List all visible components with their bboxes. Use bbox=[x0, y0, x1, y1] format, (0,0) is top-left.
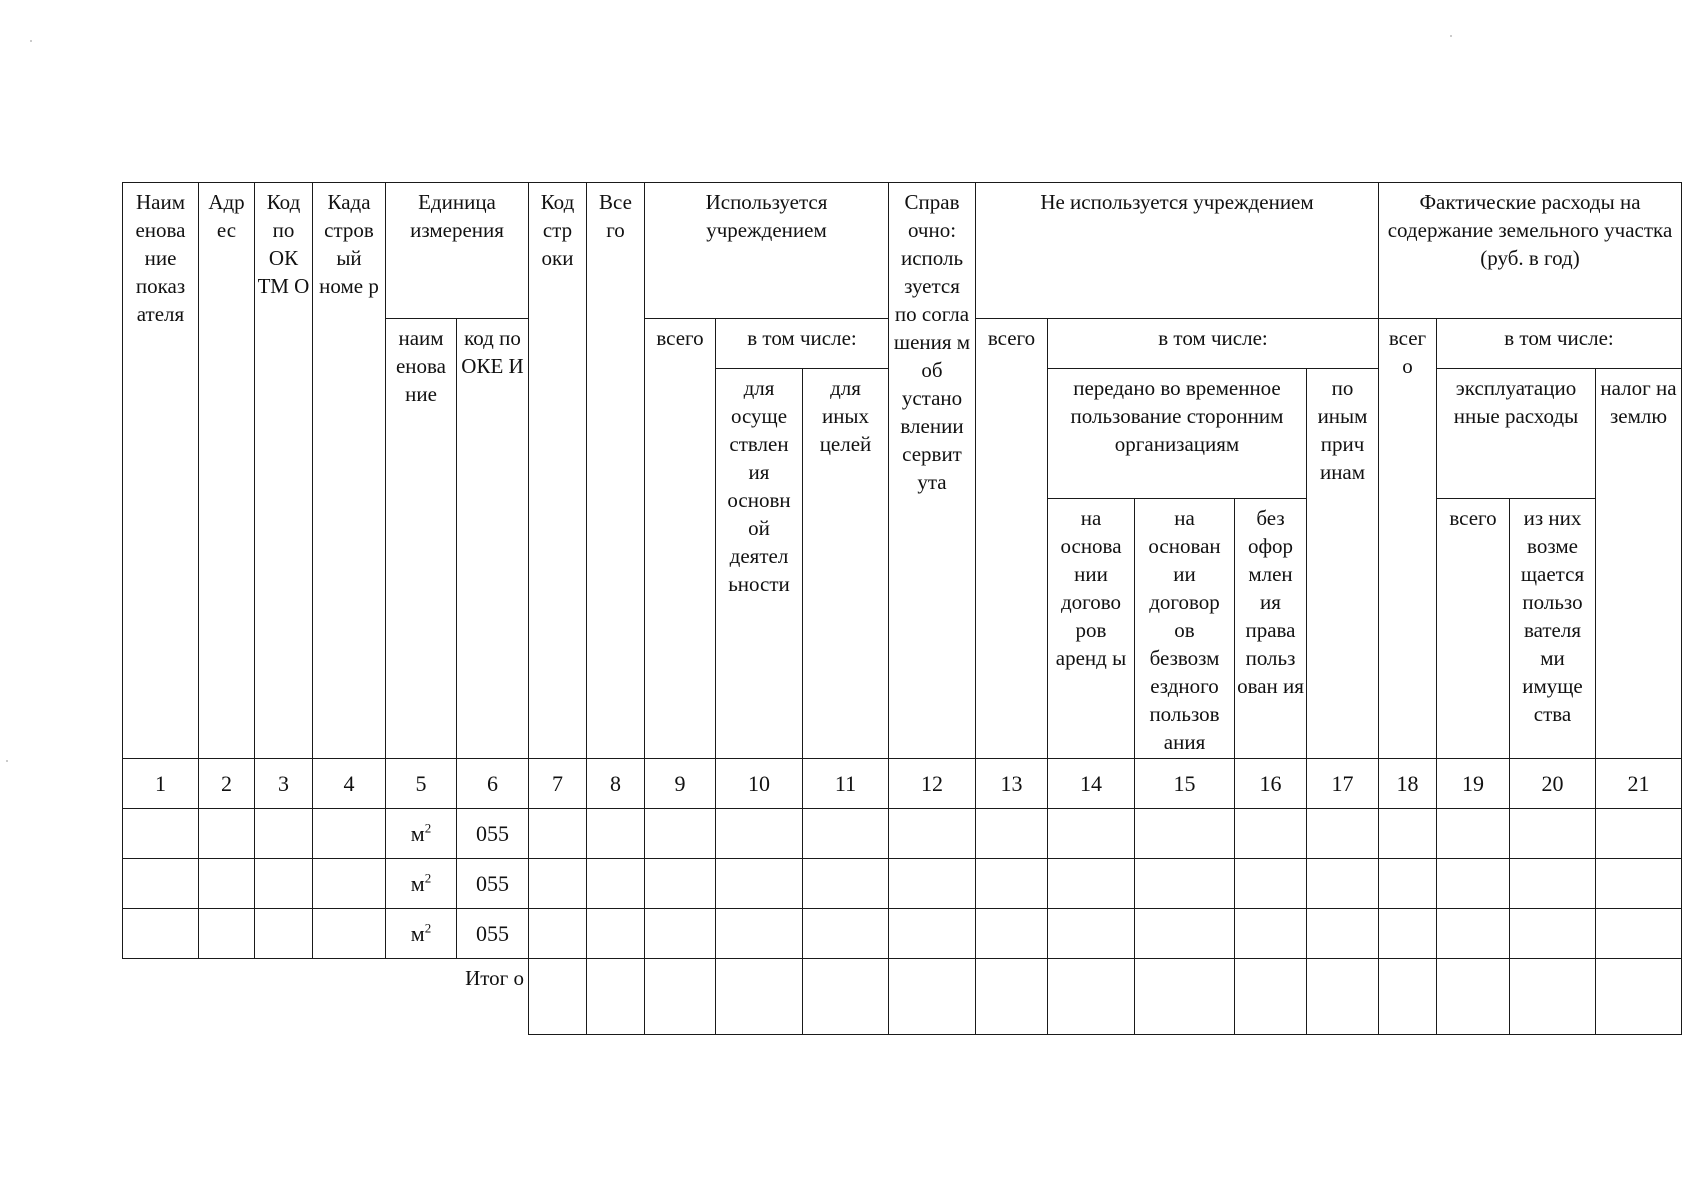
okei-code-cell: 055 bbox=[457, 809, 529, 859]
column-number: 9 bbox=[645, 759, 716, 809]
table-cell bbox=[587, 909, 645, 959]
unit-cell bbox=[386, 809, 457, 859]
table-cell bbox=[1510, 809, 1596, 859]
header-oktmo-code: Код по ОК ТМ О bbox=[255, 183, 313, 759]
table-cell bbox=[313, 859, 386, 909]
header-total: Все го bbox=[587, 183, 645, 759]
table-cell bbox=[1596, 859, 1682, 909]
table-cell bbox=[313, 809, 386, 859]
table-cell bbox=[976, 809, 1048, 859]
table-cell bbox=[1235, 909, 1307, 959]
column-number: 13 bbox=[976, 759, 1048, 809]
header-used-including: в том числе: bbox=[716, 319, 889, 369]
total-row bbox=[123, 959, 1682, 1035]
okei-code-cell: 055 bbox=[457, 909, 529, 959]
header-other-reasons: по иным прич инам bbox=[1307, 369, 1379, 759]
header-indicator-name: Наим енова ние показ ателя bbox=[123, 183, 199, 759]
header-operating-total: всего bbox=[1437, 499, 1510, 759]
table-cell bbox=[889, 859, 976, 909]
table-cell bbox=[716, 909, 803, 959]
table-cell bbox=[1437, 909, 1510, 959]
header-no-formal-right: без офор млен ия права польз ован ия bbox=[1235, 499, 1307, 759]
table-cell bbox=[587, 809, 645, 859]
table-cell bbox=[1235, 859, 1307, 909]
header-row-code: Код стр оки bbox=[529, 183, 587, 759]
table-cell bbox=[1235, 959, 1307, 1035]
header-not-used-total: всего bbox=[976, 319, 1048, 759]
header-address: Адр ес bbox=[199, 183, 255, 759]
table-cell bbox=[1379, 909, 1437, 959]
table-cell bbox=[803, 859, 889, 909]
header-not-used-including: в том числе: bbox=[1048, 319, 1379, 369]
table-cell bbox=[1307, 859, 1379, 909]
table-cell bbox=[255, 859, 313, 909]
table-cell bbox=[199, 809, 255, 859]
table-cell bbox=[1510, 959, 1596, 1035]
column-number: 5 bbox=[386, 759, 457, 809]
table-cell bbox=[976, 909, 1048, 959]
column-number: 14 bbox=[1048, 759, 1135, 809]
table-cell bbox=[889, 909, 976, 959]
table-row bbox=[123, 909, 1682, 959]
table-cell bbox=[889, 959, 976, 1035]
table-cell bbox=[1048, 909, 1135, 959]
table-cell bbox=[645, 909, 716, 959]
column-number: 20 bbox=[1510, 759, 1596, 809]
header-okei-code: код по ОКЕ И bbox=[457, 319, 529, 759]
column-number: 15 bbox=[1135, 759, 1235, 809]
column-number: 17 bbox=[1307, 759, 1379, 809]
column-number: 7 bbox=[529, 759, 587, 809]
table-cell bbox=[1135, 859, 1235, 909]
total-label: Итог о bbox=[457, 959, 529, 1035]
table-row bbox=[123, 859, 1682, 909]
table-cell bbox=[255, 909, 313, 959]
header-transferred: передано во временное пользование сторонним организациям bbox=[1048, 369, 1307, 499]
scan-speck bbox=[1450, 35, 1452, 37]
table-cell bbox=[123, 909, 199, 959]
column-number-row bbox=[123, 759, 1682, 809]
column-number: 10 bbox=[716, 759, 803, 809]
table-cell bbox=[1437, 859, 1510, 909]
header-expenses-total: всег о bbox=[1379, 319, 1437, 759]
table-cell bbox=[1048, 859, 1135, 909]
column-number: 12 bbox=[889, 759, 976, 809]
header-used-by-institution: Используется учреждением bbox=[645, 183, 889, 319]
header-used-total: всего bbox=[645, 319, 716, 759]
unit-label: м bbox=[410, 870, 425, 896]
unit-superscript: 2 bbox=[424, 820, 432, 836]
table-cell bbox=[123, 859, 199, 909]
header-free-use: на основан ии договор ов безвозм ездного пользов ания bbox=[1135, 499, 1235, 759]
column-number: 19 bbox=[1437, 759, 1510, 809]
table-cell bbox=[313, 909, 386, 959]
header-not-used: Не используется учреждением bbox=[976, 183, 1379, 319]
table-cell bbox=[1437, 809, 1510, 859]
table-cell bbox=[716, 859, 803, 909]
header-main-activity: для осуще ствлен ия основн ой деятел ьности bbox=[716, 369, 803, 759]
header-land-tax: налог на землю bbox=[1596, 369, 1682, 759]
table-row bbox=[123, 809, 1682, 859]
table-cell bbox=[529, 909, 587, 959]
table-cell bbox=[1379, 809, 1437, 859]
column-number: 2 bbox=[199, 759, 255, 809]
table-cell bbox=[123, 809, 199, 859]
column-number: 21 bbox=[1596, 759, 1682, 809]
header-unit: Единица измерения bbox=[386, 183, 529, 319]
unit-cell bbox=[386, 859, 457, 909]
column-number: 8 bbox=[587, 759, 645, 809]
header-unit-name: наим енова ние bbox=[386, 319, 457, 759]
header-cadastral-number: Када стров ый номе р bbox=[313, 183, 386, 759]
table-cell bbox=[803, 909, 889, 959]
table-cell bbox=[1510, 909, 1596, 959]
column-number: 1 bbox=[123, 759, 199, 809]
scan-speck bbox=[30, 40, 32, 42]
column-number: 3 bbox=[255, 759, 313, 809]
scan-speck bbox=[6, 760, 8, 762]
table-cell bbox=[645, 959, 716, 1035]
header-other-purposes: для иных целей bbox=[803, 369, 889, 759]
column-number: 16 bbox=[1235, 759, 1307, 809]
table-cell bbox=[1235, 809, 1307, 859]
table-cell bbox=[1135, 909, 1235, 959]
table-cell bbox=[199, 909, 255, 959]
table-cell bbox=[1437, 959, 1510, 1035]
header-reimbursed: из них возме щается пользо вателя ми имуще ства bbox=[1510, 499, 1596, 759]
table-cell bbox=[529, 959, 587, 1035]
table-cell bbox=[1379, 959, 1437, 1035]
table-cell bbox=[889, 809, 976, 859]
table-cell bbox=[716, 959, 803, 1035]
unit-superscript: 2 bbox=[424, 920, 432, 936]
column-number: 11 bbox=[803, 759, 889, 809]
table-cell bbox=[255, 809, 313, 859]
table-cell bbox=[587, 959, 645, 1035]
table-cell bbox=[803, 809, 889, 859]
column-number: 4 bbox=[313, 759, 386, 809]
table-cell bbox=[529, 859, 587, 909]
unit-superscript: 2 bbox=[424, 870, 432, 886]
table-cell bbox=[1048, 809, 1135, 859]
header-row-1 bbox=[123, 183, 1682, 319]
table-cell bbox=[1048, 959, 1135, 1035]
table-cell bbox=[1307, 909, 1379, 959]
table-cell bbox=[976, 959, 1048, 1035]
table-cell bbox=[645, 859, 716, 909]
header-servitude: Справ очно: исполь зуется по согла шения м об устано влении сервит ута bbox=[889, 183, 976, 759]
header-actual-expenses: Фактические расходы на содержание земельного участка (руб. в год) bbox=[1379, 183, 1682, 319]
table-cell bbox=[976, 859, 1048, 909]
table-cell bbox=[1307, 959, 1379, 1035]
table-cell bbox=[803, 959, 889, 1035]
unit-label: м bbox=[410, 820, 425, 846]
column-number: 18 bbox=[1379, 759, 1437, 809]
unit-label: м bbox=[410, 920, 425, 946]
table-cell bbox=[1135, 809, 1235, 859]
table-cell bbox=[1379, 859, 1437, 909]
unit-cell bbox=[386, 909, 457, 959]
okei-code-cell: 055 bbox=[457, 859, 529, 909]
table-cell bbox=[1596, 959, 1682, 1035]
table-cell bbox=[529, 809, 587, 859]
table-cell bbox=[1307, 809, 1379, 859]
table-cell bbox=[199, 859, 255, 909]
table-cell bbox=[1596, 809, 1682, 859]
table-cell bbox=[645, 809, 716, 859]
header-operating-expenses: эксплуатацио нные расходы bbox=[1437, 369, 1596, 499]
table-cell bbox=[716, 809, 803, 859]
table-cell bbox=[1135, 959, 1235, 1035]
table-cell bbox=[1510, 859, 1596, 909]
land-plot-report-table bbox=[122, 182, 1682, 1035]
table-cell bbox=[587, 859, 645, 909]
column-number: 6 bbox=[457, 759, 529, 809]
header-lease: на основа нии догово ров аренд ы bbox=[1048, 499, 1135, 759]
header-expenses-including: в том числе: bbox=[1437, 319, 1682, 369]
table-cell bbox=[1596, 909, 1682, 959]
